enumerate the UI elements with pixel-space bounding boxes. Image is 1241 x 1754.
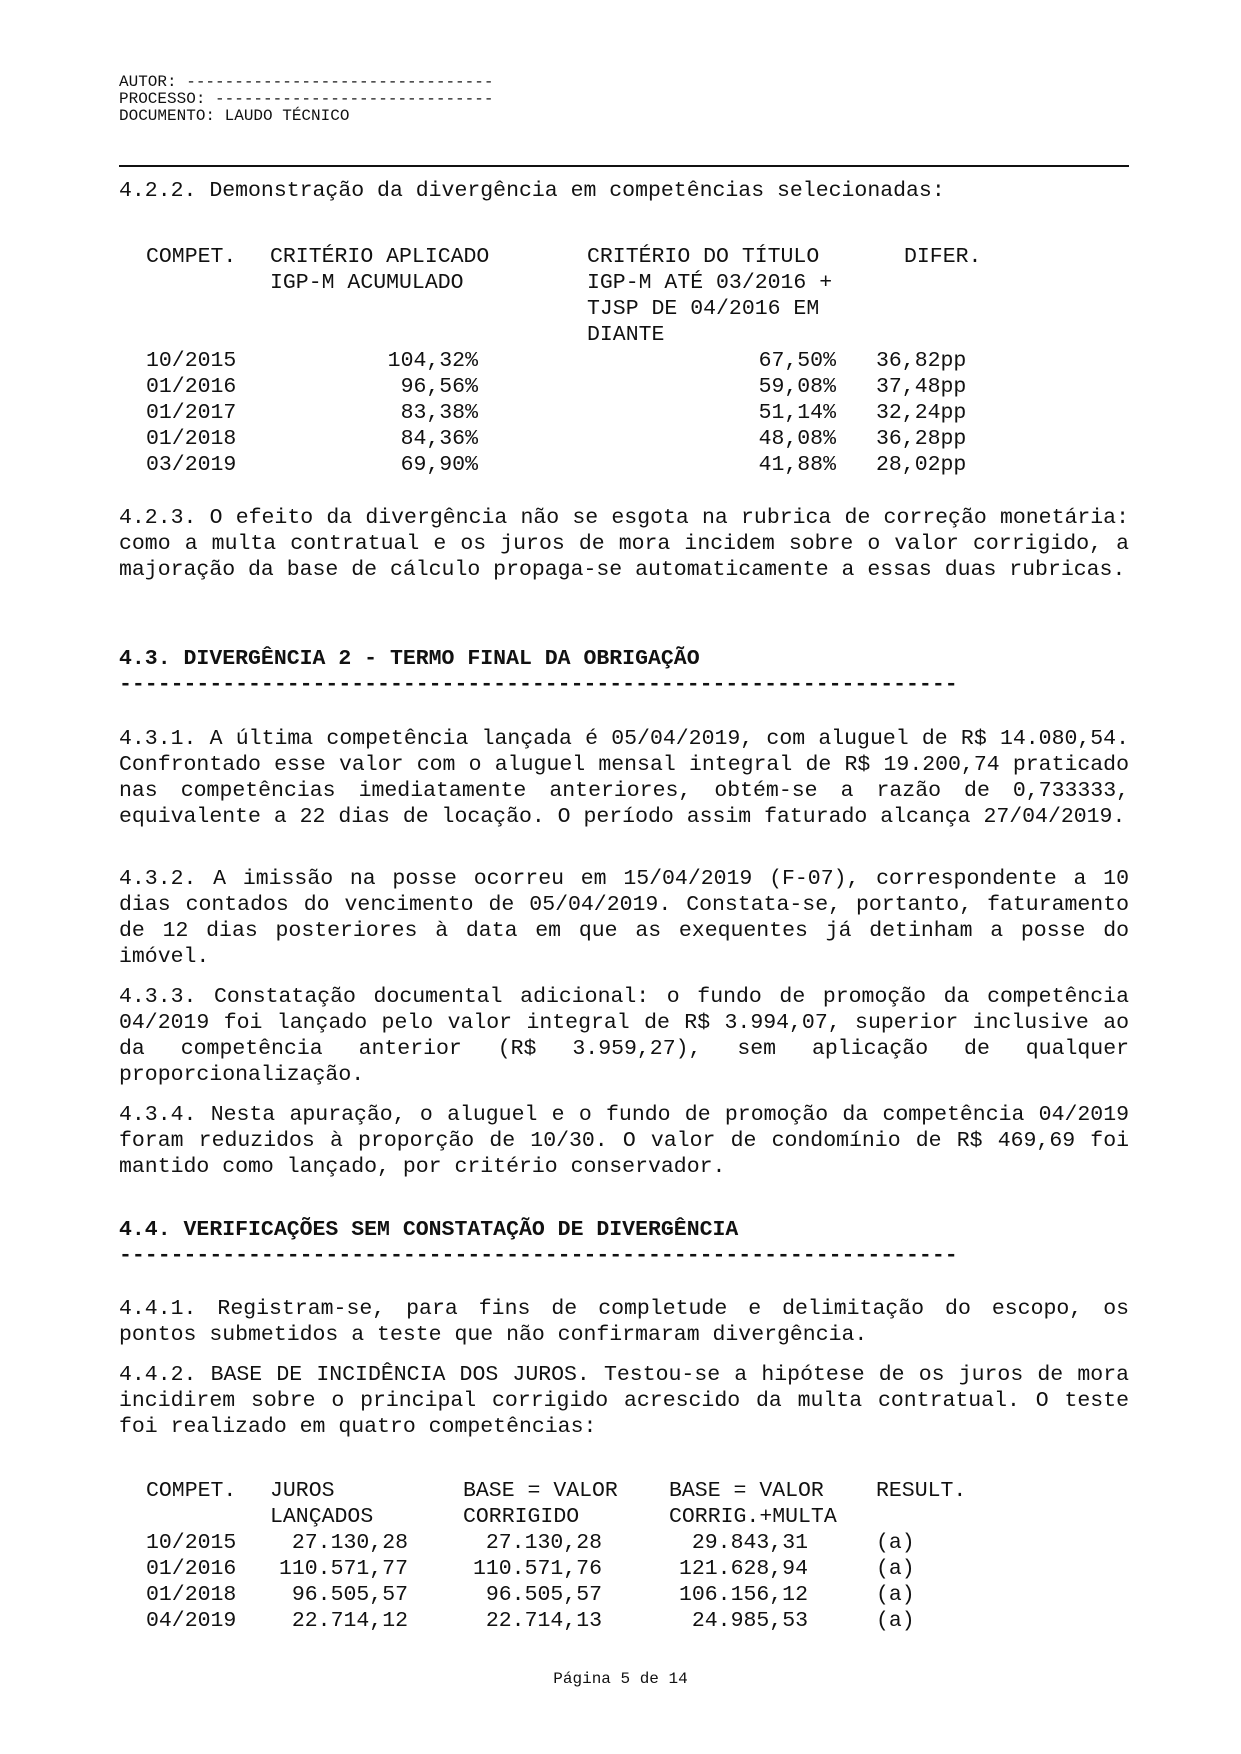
table2-juros: 96.505,57 (291, 1583, 408, 1607)
section-432-paragraph: 4.3.2. A imissão na posse ocorreu em 15/04/2019 (F-07), correspondente a 10 dias contados do vencimento de 05/04/2019. Constata-se, portanto, faturamento de 12 dias posteriores à data em que as exequentes já detinham a posse do imóvel. (119, 867, 1129, 969)
header-autor: AUTOR: -------------------------------- (119, 73, 494, 91)
table1-difer: 36,82pp (876, 349, 967, 373)
table2-header-juros-line2: LANÇADOS (270, 1505, 374, 1529)
table2-header-multa-line2: CORRIG.+MULTA (669, 1505, 837, 1529)
table2-multa: 121.628,94 (678, 1557, 808, 1581)
table2-juros: 22.714,12 (291, 1609, 408, 1633)
table2-multa: 29.843,31 (691, 1531, 808, 1555)
table2-corrigido: 27.130,28 (485, 1531, 602, 1555)
table2-juros: 110.571,77 (278, 1557, 408, 1581)
table1-titulo: 51,14% (758, 401, 836, 425)
section-423-paragraph: 4.2.3. O efeito da divergência não se esgota na rubrica de correção monetária: como a multa contratual e os juros de mora incidem sobre o valor corrigido, a majoração da base de cálculo propaga-se automaticamente a essas duas rubricas. (119, 506, 1129, 582)
table1-compet: 01/2016 (146, 375, 237, 399)
header-divider (119, 165, 1129, 167)
table2-compet: 01/2018 (146, 1583, 237, 1607)
section-441-paragraph: 4.4.1. Registram-se, para fins de completude e delimitação do escopo, os pontos submetidos a teste que não confirmaram divergência. (119, 1297, 1129, 1347)
table1-aplicado: 84,36% (400, 427, 478, 451)
table2-header-compet: COMPET. (146, 1479, 237, 1503)
table1-header-titulo-line3: TJSP DE 04/2016 EM (587, 297, 820, 321)
table2-corrigido: 96.505,57 (485, 1583, 602, 1607)
table1-titulo: 41,88% (758, 453, 836, 477)
table1-aplicado: 96,56% (400, 375, 478, 399)
table1-compet: 01/2018 (146, 427, 237, 451)
table1-header-titulo-line4: DIANTE (587, 323, 665, 347)
table2-header-corrigido-line2: CORRIGIDO (463, 1505, 580, 1529)
table2-header-result: RESULT. (876, 1479, 967, 1503)
section-44-dashes: ----------------------------------------------------------------- (119, 1244, 958, 1268)
table1-difer: 28,02pp (876, 453, 967, 477)
table2-compet: 04/2019 (146, 1609, 237, 1633)
table1-aplicado: 104,32% (387, 349, 478, 373)
table1-difer: 36,28pp (876, 427, 967, 451)
table1-aplicado: 83,38% (400, 401, 478, 425)
section-422-heading: 4.2.2. Demonstração da divergência em competências selecionadas: (119, 179, 945, 203)
table1-header-titulo-line2: IGP-M ATÉ 03/2016 + (587, 271, 833, 295)
header-documento: DOCUMENTO: LAUDO TÉCNICO (119, 107, 350, 125)
table2-compet: 10/2015 (146, 1531, 237, 1555)
table1-header-titulo-line1: CRITÉRIO DO TÍTULO (587, 245, 820, 269)
table2-header-corrigido-line1: BASE = VALOR (463, 1479, 618, 1503)
table2-result: (a) (876, 1583, 915, 1607)
table1-difer: 32,24pp (876, 401, 967, 425)
table2-result: (a) (876, 1531, 915, 1555)
table1-header-compet: COMPET. (146, 245, 237, 269)
section-43-dashes: ----------------------------------------------------------------- (119, 673, 958, 697)
section-43-title: 4.3. DIVERGÊNCIA 2 - TERMO FINAL DA OBRIGAÇÃO (119, 647, 700, 671)
table1-aplicado: 69,90% (400, 453, 478, 477)
table2-header-multa-line1: BASE = VALOR (669, 1479, 824, 1503)
table1-header-difer: DIFER. (904, 245, 982, 269)
section-431-paragraph: 4.3.1. A última competência lançada é 05/04/2019, com aluguel de R$ 14.080,54. Confrontado esse valor com o aluguel mensal integral de R$ 19.200,74 praticado nas competências imediatamente anteriores, obtém-se a razão de 0,733333, equivalente a 22 dias de locação. O período assim faturado alcança 27/04/2019. (119, 727, 1129, 829)
header-processo: PROCESSO: ----------------------------- (119, 90, 494, 108)
table2-corrigido: 22.714,13 (485, 1609, 602, 1633)
table1-titulo: 59,08% (758, 375, 836, 399)
table1-titulo: 48,08% (758, 427, 836, 451)
section-434-paragraph: 4.3.4. Nesta apuração, o aluguel e o fundo de promoção da competência 04/2019 foram reduzidos à proporção de 10/30. O valor de condomínio de R$ 469,69 foi mantido como lançado, por critério conservador. (119, 1103, 1129, 1179)
table2-corrigido: 110.571,76 (472, 1557, 602, 1581)
table2-result: (a) (876, 1557, 915, 1581)
table1-titulo: 67,50% (758, 349, 836, 373)
table2-compet: 01/2016 (146, 1557, 237, 1581)
table2-multa: 106.156,12 (678, 1583, 808, 1607)
table1-compet: 10/2015 (146, 349, 237, 373)
table1-difer: 37,48pp (876, 375, 967, 399)
table1-compet: 03/2019 (146, 453, 237, 477)
table2-juros: 27.130,28 (291, 1531, 408, 1555)
table1-header-aplicado-line2: IGP-M ACUMULADO (270, 271, 464, 295)
table1-compet: 01/2017 (146, 401, 237, 425)
section-433-paragraph: 4.3.3. Constatação documental adicional: o fundo de promoção da competência 04/2019 foi lançado pelo valor integral de R$ 3.994,07, superior inclusive ao da competência anterior (R$ 3.959,27), sem aplicação de qualquer proporcionalização. (119, 985, 1129, 1087)
section-44-title: 4.4. VERIFICAÇÕES SEM CONSTATAÇÃO DE DIVERGÊNCIA (119, 1218, 739, 1242)
section-442-paragraph: 4.4.2. BASE DE INCIDÊNCIA DOS JUROS. Testou-se a hipótese de os juros de mora incidirem sobre o principal corrigido acrescido da multa contratual. O teste foi realizado em quatro competências: (119, 1363, 1129, 1439)
page-number: Página 5 de 14 (553, 1670, 688, 1688)
table2-result: (a) (876, 1609, 915, 1633)
table1-header-aplicado-line1: CRITÉRIO APLICADO (270, 245, 490, 269)
table2-header-juros-line1: JUROS (270, 1479, 335, 1503)
table2-multa: 24.985,53 (691, 1609, 808, 1633)
